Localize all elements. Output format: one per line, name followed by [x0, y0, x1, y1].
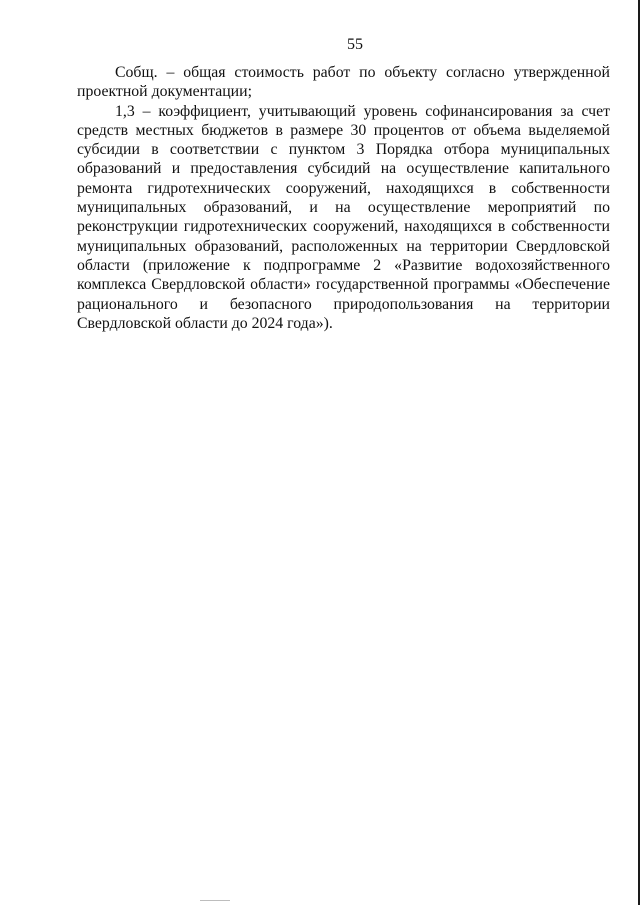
page-number: 55 [347, 36, 363, 53]
scan-artifact-line [200, 900, 230, 901]
paragraph-cost-definition: Собщ. – общая стоимость работ по объекту согласно утвержденной проектной документации; [77, 64, 610, 101]
paragraph-coefficient-definition: 1,3 – коэффициент, учитывающий уровень софинансирования за счет средств местных бюджетов в размере 30 процентов от объема выделяемой субсидии в соответствии с пунктом 3 Порядка отбора муниципальных образований и предоставления субсидий на осуществление капитального ремонта гидротехнических сооружений, находящихся в собственности муниципальных образований, и на осуществление мероприятий по реконструкции гидротехнических сооружений, находящихся в собственности муниципальных образований, расположенных на территории Свердловской области (приложение к подпрограмме 2 «Развитие водохозяйственного комплекса Свердловской области» государственной программы «Обеспечение рационального и безопасного природопользования на территории Свердловской области до 2024 года»). [77, 102, 610, 332]
document-body [77, 63, 610, 333]
